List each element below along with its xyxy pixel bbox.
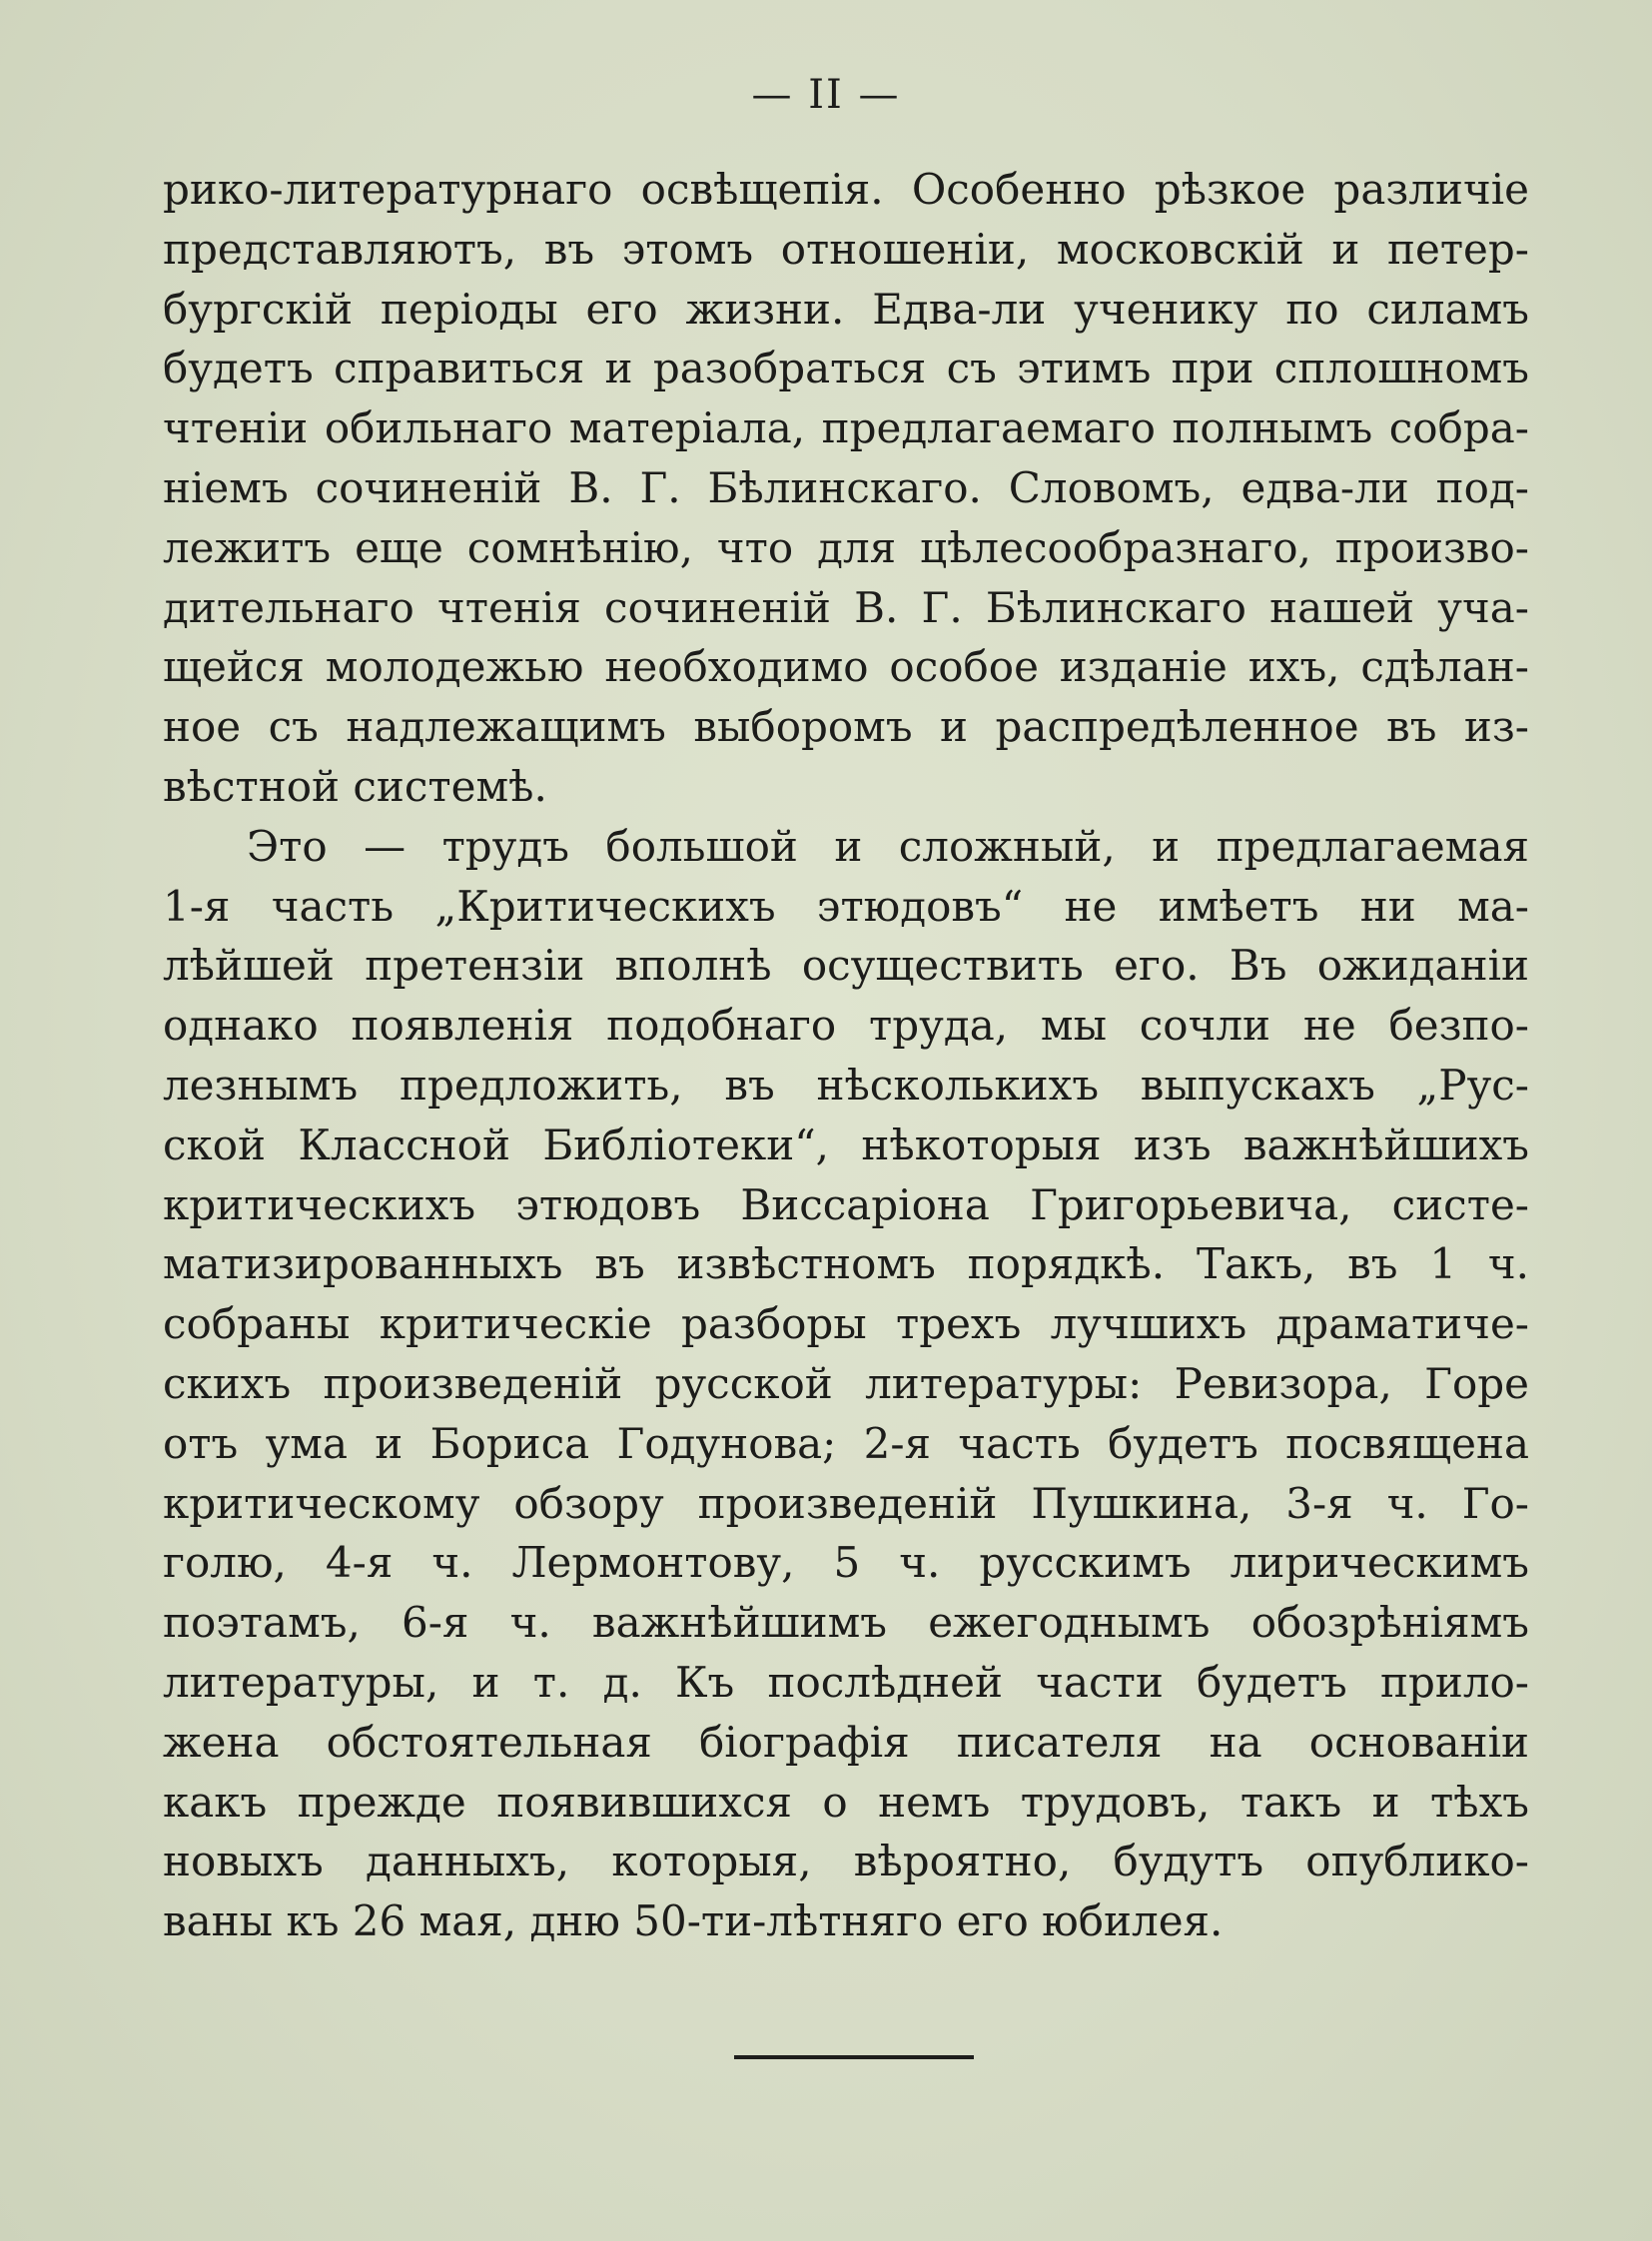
text-line: какъ прежде появившихся о немъ трудовъ, такъ и тѣхъ <box>163 1777 1529 1827</box>
text-line: новыхъ данныхъ, которыя, вѣроятно, будутъ опублико- <box>163 1837 1529 1886</box>
text-line: ской Классной Библіотеки“, нѣкоторыя изъ важнѣйшихъ <box>163 1120 1529 1169</box>
text-line: литературы, и т. д. Къ послѣдней части будетъ прило- <box>163 1657 1529 1707</box>
text-line: критическихъ этюдовъ Виссаріона Григорьевича, систе- <box>163 1179 1529 1229</box>
text-line: представляютъ, въ этомъ отношеніи, московскій и петер- <box>163 224 1529 274</box>
text-line: лезнымъ предложить, въ нѣсколькихъ выпускахъ „Рус- <box>163 1060 1529 1110</box>
text-line: дительнаго чтенія сочиненій В. Г. Бѣлинскаго нашей уча- <box>163 582 1529 632</box>
text-line: отъ ума и Бориса Годунова; 2-я часть будетъ посвящена <box>163 1418 1529 1468</box>
text-line: ваны къ 26 мая, дню 50-ти-лѣтняго его юбилея. <box>163 1896 1224 1946</box>
text-line: голю, 4-я ч. Лермонтову, 5 ч. русскимъ лирическимъ <box>163 1538 1529 1588</box>
text-line: поэтамъ, 6-я ч. важнѣйшимъ ежегоднымъ обозрѣніямъ <box>163 1598 1529 1648</box>
text-line: 1-я часть „Критическихъ этюдовъ“ не имѣетъ ни ма- <box>163 881 1529 931</box>
text-line: матизированныхъ въ извѣстномъ порядкѣ. Такъ, въ 1 ч. <box>163 1239 1529 1289</box>
text-line: собраны критическіе разборы трехъ лучшихъ драматиче- <box>163 1299 1529 1349</box>
text-line: рико-литературнаго освѣщепія. Особенно рѣзкое различіе <box>163 165 1529 214</box>
text-line: бургскій періоды его жизни. Едва-ли ученику по силамъ <box>163 284 1529 334</box>
text-line: щейся молодежью необходимо особое изданіе ихъ, сдѣлан- <box>163 642 1529 692</box>
text-line: жена обстоятельная біографія писателя на основаніи <box>163 1717 1529 1767</box>
text-line: ное съ надлежащимъ выборомъ и распредѣленное въ из- <box>163 702 1529 752</box>
text-line: будетъ справиться и разобраться съ этимъ при сплошномъ <box>163 344 1529 393</box>
text-line: скихъ произведеній русской литературы: Ревизора, Горе <box>163 1358 1529 1408</box>
text-line: Это — трудъ большой и сложный, и предлагаемая <box>247 821 1529 871</box>
text-line: лежитъ еще сомнѣнію, что для цѣлесообразнаго, произво- <box>163 522 1529 572</box>
text-line: ніемъ сочиненій В. Г. Бѣлинскаго. Словомъ, едва-ли под- <box>163 462 1529 512</box>
text-line: лѣйшей претензіи вполнѣ осуществить его. Въ ожиданіи <box>163 941 1529 991</box>
text-line: критическому обзору произведеній Пушкина, 3-я ч. Го- <box>163 1478 1529 1528</box>
text-line: однако появленія подобнаго труда, мы сочли не безпо- <box>163 1001 1529 1051</box>
body-text <box>163 160 1529 1951</box>
closing-rule <box>734 2055 974 2059</box>
text-line: вѣстной системѣ. <box>163 761 547 811</box>
text-line: чтеніи обильнаго матеріала, предлагаемаго полнымъ собра- <box>163 403 1529 453</box>
page-number: — II — <box>751 72 901 118</box>
